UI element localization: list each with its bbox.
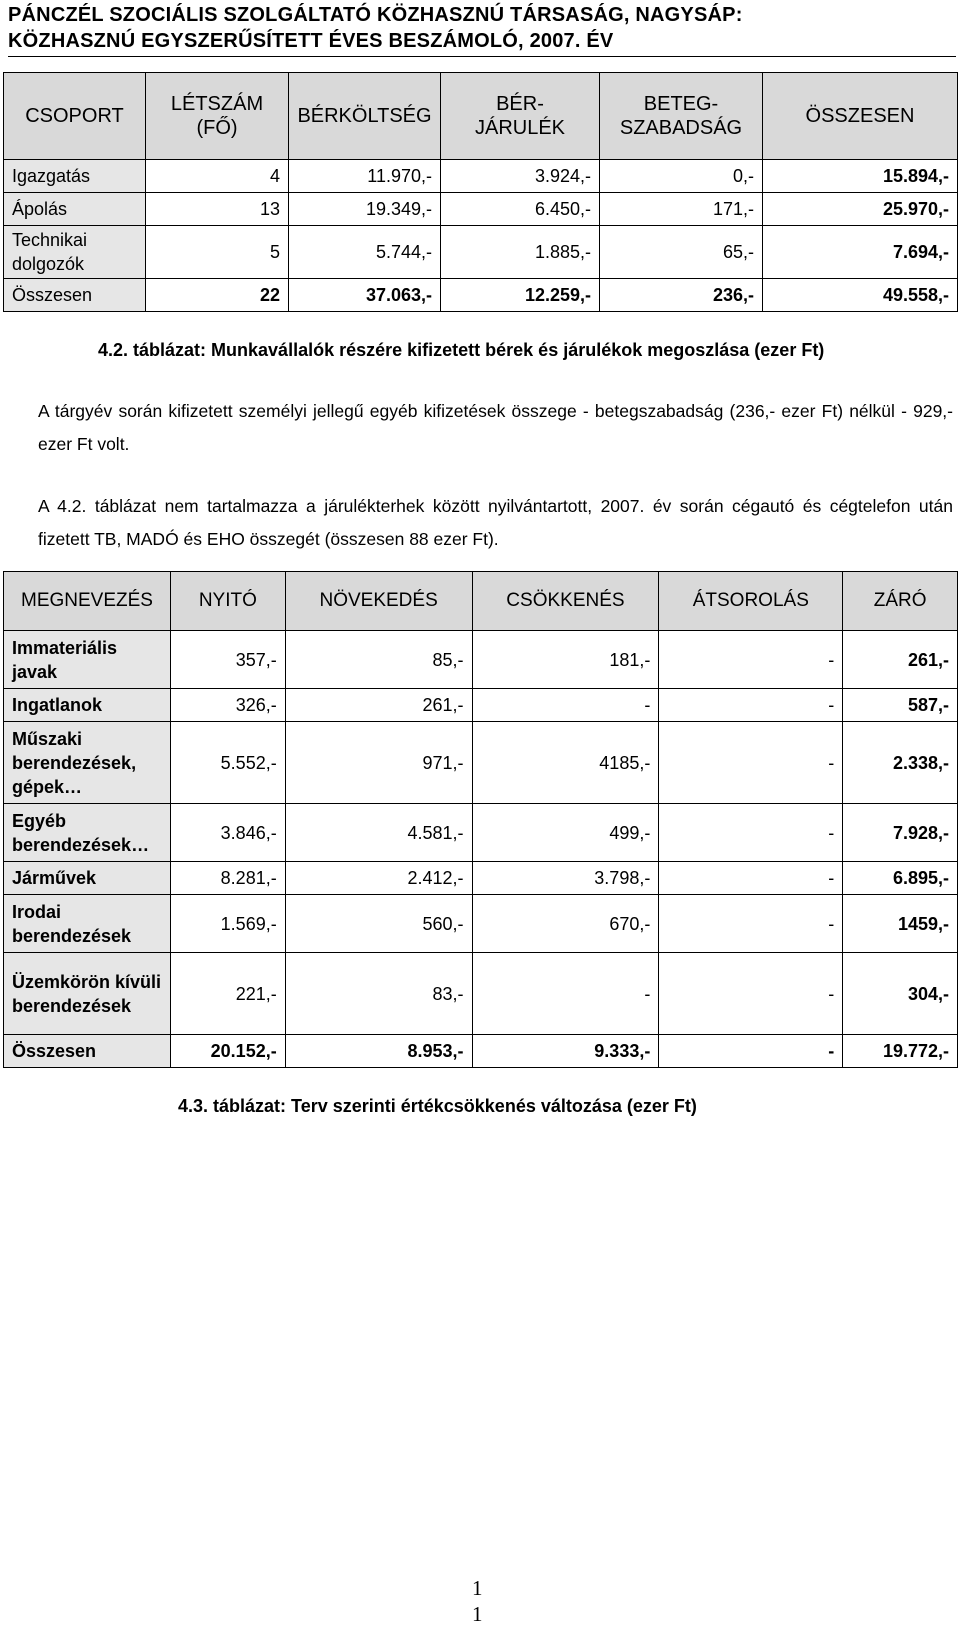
cell-contribution: 3.924,- xyxy=(441,160,600,193)
table-row xyxy=(4,193,958,226)
col-header-group: CSOPORT xyxy=(4,73,146,160)
cell-closing: 6.895,- xyxy=(843,862,958,895)
row-label: Összesen xyxy=(4,1035,171,1068)
table-row xyxy=(4,722,958,804)
table-row xyxy=(4,160,958,193)
cell-decrease: 499,- xyxy=(472,804,659,862)
cell-opening: 221,- xyxy=(171,953,286,1035)
cell-total: 49.558,- xyxy=(763,279,958,312)
col-header-contribution: BÉR-JÁRULÉK xyxy=(441,73,600,160)
cell-reclass: - xyxy=(659,862,843,895)
paragraph-text: A tárgyév során kifizetett személyi jellegű egyéb kifizetések összege - betegszabadság (236,- ezer Ft) nélkül - 929,- ezer Ft volt. xyxy=(38,401,953,454)
cell-contribution: 12.259,- xyxy=(441,279,600,312)
header-rule xyxy=(8,56,956,57)
wage-table xyxy=(3,72,958,312)
table-row xyxy=(4,953,958,1035)
table-row xyxy=(4,631,958,689)
row-label: Technikai dolgozók xyxy=(4,226,146,279)
cell-closing: 2.338,- xyxy=(843,722,958,804)
row-label: Ápolás xyxy=(4,193,146,226)
cell-decrease: 9.333,- xyxy=(472,1035,659,1068)
table-row-total xyxy=(4,1035,958,1068)
cell-contribution: 1.885,- xyxy=(441,226,600,279)
cell-wage: 5.744,- xyxy=(289,226,441,279)
col-header-headcount: LÉTSZÁM (FŐ) xyxy=(146,73,289,160)
cell-opening: 3.846,- xyxy=(171,804,286,862)
cell-headcount: 22 xyxy=(146,279,289,312)
table-row xyxy=(4,862,958,895)
row-label: Egyéb berendezések… xyxy=(4,804,171,862)
header-line-2: KÖZHASZNÚ EGYSZERŰSÍTETT ÉVES BESZÁMOLÓ, 2007. ÉV xyxy=(8,30,614,52)
table-row-total xyxy=(4,279,958,312)
paragraph-other-payments xyxy=(8,395,953,461)
col-header-wage-cost: BÉRKÖLTSÉG xyxy=(289,73,441,160)
col-header-decrease: CSÖKKENÉS xyxy=(472,572,659,631)
col-header-reclass: ÁTSOROLÁS xyxy=(659,572,843,631)
cell-closing: 304,- xyxy=(843,953,958,1035)
row-label: Igazgatás xyxy=(4,160,146,193)
cell-sick-leave: 171,- xyxy=(600,193,763,226)
cell-wage: 19.349,- xyxy=(289,193,441,226)
col-header-sick-leave: BETEG-SZABADSÁG xyxy=(600,73,763,160)
cell-total: 7.694,- xyxy=(763,226,958,279)
paragraph-table-note xyxy=(8,490,953,556)
cell-headcount: 5 xyxy=(146,226,289,279)
cell-sick-leave: 236,- xyxy=(600,279,763,312)
page-number-line-2: 1 xyxy=(472,1602,483,1626)
table-row xyxy=(4,895,958,953)
col-header-total: ÖSSZESEN xyxy=(763,73,958,160)
cell-headcount: 4 xyxy=(146,160,289,193)
cell-opening: 8.281,- xyxy=(171,862,286,895)
cell-closing: 19.772,- xyxy=(843,1035,958,1068)
cell-opening: 357,- xyxy=(171,631,286,689)
cell-closing: 7.928,- xyxy=(843,804,958,862)
cell-decrease: 4185,- xyxy=(472,722,659,804)
table-row xyxy=(4,689,958,722)
cell-total: 15.894,- xyxy=(763,160,958,193)
cell-reclass: - xyxy=(659,631,843,689)
row-label: Üzemkörön kívüli berendezések xyxy=(4,953,171,1035)
table-caption-4-2: 4.2. táblázat: Munkavállalók részére kifizetett bérek és járulékok megoszlása (ezer Ft) xyxy=(98,340,825,360)
cell-decrease: 670,- xyxy=(472,895,659,953)
cell-opening: 5.552,- xyxy=(171,722,286,804)
cell-increase: 8.953,- xyxy=(285,1035,472,1068)
cell-opening: 326,- xyxy=(171,689,286,722)
depreciation-table-header-row xyxy=(4,572,958,631)
table-row xyxy=(4,226,958,279)
row-label: Műszaki berendezések, gépek… xyxy=(4,722,171,804)
cell-wage: 11.970,- xyxy=(289,160,441,193)
cell-total: 25.970,- xyxy=(763,193,958,226)
col-header-opening: NYITÓ xyxy=(171,572,286,631)
cell-closing: 587,- xyxy=(843,689,958,722)
cell-increase: 2.412,- xyxy=(285,862,472,895)
paragraph-text: A 4.2. táblázat nem tartalmazza a járulékterhek között nyilvántartott, 2007. év során cégautó és cégtelefon után fizetett TB, MADÓ és EHO összegét (összesen 88 ezer Ft). xyxy=(38,496,953,549)
row-label: Immateriális javak xyxy=(4,631,171,689)
cell-wage: 37.063,- xyxy=(289,279,441,312)
cell-headcount: 13 xyxy=(146,193,289,226)
cell-reclass: - xyxy=(659,953,843,1035)
cell-decrease: - xyxy=(472,953,659,1035)
cell-decrease: - xyxy=(472,689,659,722)
depreciation-table xyxy=(3,571,958,1068)
cell-increase: 83,- xyxy=(285,953,472,1035)
cell-increase: 971,- xyxy=(285,722,472,804)
row-label: Összesen xyxy=(4,279,146,312)
cell-increase: 85,- xyxy=(285,631,472,689)
document-header xyxy=(8,2,956,57)
cell-reclass: - xyxy=(659,804,843,862)
cell-decrease: 3.798,- xyxy=(472,862,659,895)
cell-closing: 1459,- xyxy=(843,895,958,953)
page-number xyxy=(472,1575,483,1627)
cell-reclass: - xyxy=(659,722,843,804)
cell-contribution: 6.450,- xyxy=(441,193,600,226)
header-line-1: PÁNCZÉL SZOCIÁLIS SZOLGÁLTATÓ KÖZHASZNÚ TÁRSASÁG, NAGYSÁP: xyxy=(8,4,743,26)
col-header-name: MEGNEVEZÉS xyxy=(4,572,171,631)
cell-increase: 560,- xyxy=(285,895,472,953)
table-row xyxy=(4,804,958,862)
cell-sick-leave: 0,- xyxy=(600,160,763,193)
cell-closing: 261,- xyxy=(843,631,958,689)
cell-increase: 261,- xyxy=(285,689,472,722)
cell-sick-leave: 65,- xyxy=(600,226,763,279)
page-number-line-1: 1 xyxy=(472,1576,483,1600)
row-label: Irodai berendezések xyxy=(4,895,171,953)
table-caption-4-3: 4.3. táblázat: Terv szerinti értékcsökkenés változása (ezer Ft) xyxy=(178,1096,697,1116)
cell-decrease: 181,- xyxy=(472,631,659,689)
row-label: Járművek xyxy=(4,862,171,895)
cell-opening: 20.152,- xyxy=(171,1035,286,1068)
cell-increase: 4.581,- xyxy=(285,804,472,862)
cell-opening: 1.569,- xyxy=(171,895,286,953)
cell-reclass: - xyxy=(659,1035,843,1068)
cell-reclass: - xyxy=(659,895,843,953)
wage-table-header-row xyxy=(4,73,958,160)
col-header-increase: NÖVEKEDÉS xyxy=(285,572,472,631)
row-label: Ingatlanok xyxy=(4,689,171,722)
cell-reclass: - xyxy=(659,689,843,722)
col-header-closing: ZÁRÓ xyxy=(843,572,958,631)
